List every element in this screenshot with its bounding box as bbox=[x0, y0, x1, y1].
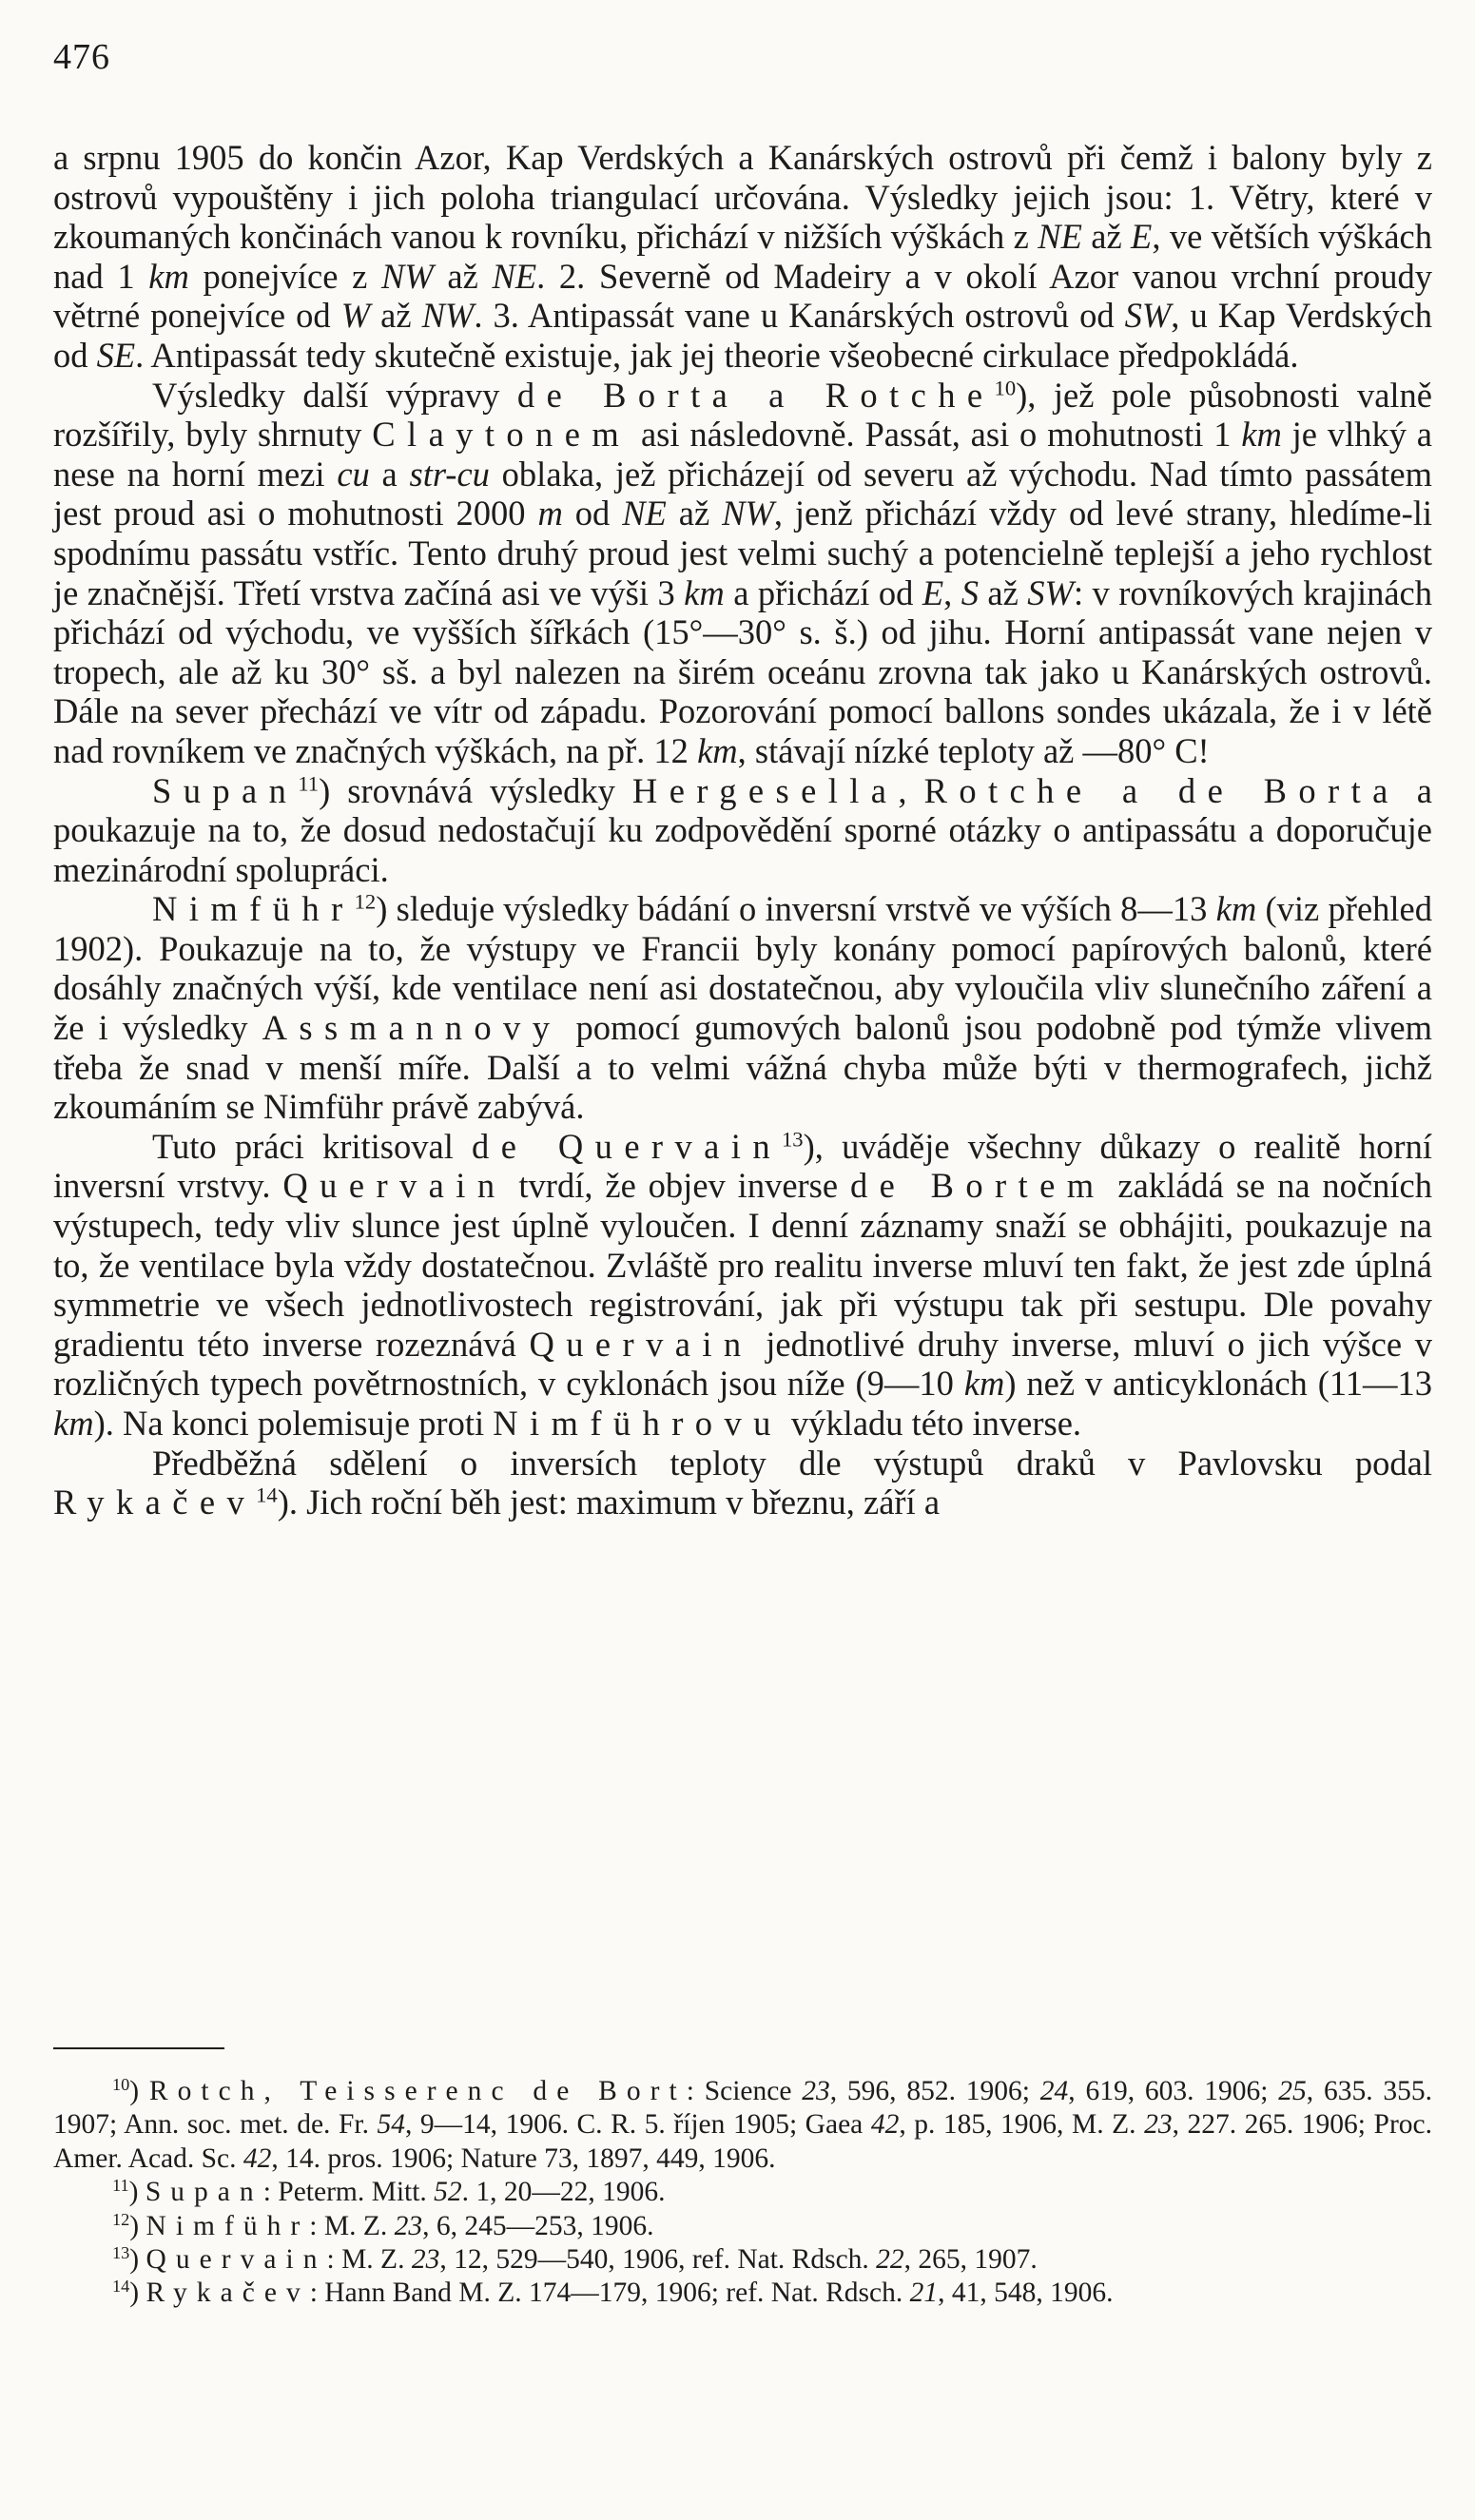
text-run: , 6, 245—253, 1906. bbox=[422, 2210, 654, 2241]
italic-text: NE bbox=[1038, 217, 1082, 257]
spaced-name: Hergesella bbox=[631, 770, 899, 810]
paragraph bbox=[53, 138, 1432, 376]
spaced-name: Nimführ bbox=[146, 2210, 310, 2241]
paragraph bbox=[53, 1127, 1432, 1444]
italic-text: 21 bbox=[909, 2278, 939, 2309]
footnote bbox=[53, 2277, 1432, 2310]
text-run: až bbox=[1081, 217, 1132, 257]
italic-text: SW bbox=[1124, 296, 1172, 336]
italic-text: cu bbox=[337, 454, 370, 494]
text-run: a poukazuje na to, že dosud nedostačují ku zodpovědění sporné otázky o antipassátu a doporučuje mezinárodní spolupráci. bbox=[53, 770, 1432, 889]
text-run: oblaka, jež přicházejí od severu až východu. Nad tímto passátem jest proud asi o mohutnosti 2000 bbox=[53, 454, 1432, 533]
italic-text: 23 bbox=[411, 2244, 440, 2276]
spaced-name: de Bortem bbox=[849, 1166, 1106, 1206]
text-run: a přichází od bbox=[724, 572, 922, 612]
text-run: ) bbox=[129, 2210, 146, 2241]
footnote-ref: 12 bbox=[354, 889, 377, 914]
italic-text: 42 bbox=[870, 2109, 900, 2141]
text-run: , 41, 548, 1906. bbox=[938, 2278, 1114, 2309]
italic-text: km bbox=[1241, 415, 1282, 455]
italic-text: km bbox=[684, 572, 725, 612]
text-run: jednotlivé druhy inverse, mluví o jich výšce v rozličných typech povětrnostních, v cyklonách jsou níže (9—10 bbox=[53, 1324, 1432, 1404]
text-run: , stávají nízké teploty až —80° C! bbox=[737, 730, 1210, 770]
spaced-name: Rotch, Teisserenc de Bort bbox=[148, 2076, 687, 2106]
text-run: . Antipassát tedy skutečně existuje, jak jej theorie všeobecné cirkulace předpokládá. bbox=[135, 335, 1299, 375]
footnote-ref: 12 bbox=[112, 2209, 130, 2229]
text-run: a bbox=[369, 454, 410, 494]
spaced-name: Nimführ bbox=[152, 889, 355, 929]
text-run: ), jež pole působnosti valně rozšířily, byly shrnuty bbox=[53, 375, 1432, 455]
text-run: , u Kap Verdských od bbox=[53, 296, 1432, 375]
text-run: , bbox=[898, 770, 924, 810]
italic-text: 25 bbox=[1278, 2076, 1307, 2106]
text-run: , 227. 265. 1906; Proc. Amer. Acad. Sc. bbox=[53, 2109, 1432, 2174]
text-run: ) než v anticyklonách (11—13 bbox=[1004, 1364, 1432, 1404]
italic-text: km bbox=[1215, 889, 1257, 929]
text-run: , bbox=[943, 572, 961, 612]
italic-text: 23 bbox=[394, 2210, 423, 2241]
italic-text: S bbox=[961, 572, 979, 612]
italic-text: SW bbox=[1027, 572, 1074, 612]
footnote bbox=[53, 2210, 1432, 2243]
italic-text: 54 bbox=[377, 2109, 405, 2141]
text-run: až bbox=[370, 296, 422, 336]
italic-text: 23 bbox=[1144, 2109, 1173, 2141]
text-run: : M. Z. bbox=[309, 2210, 395, 2241]
text-run: ) bbox=[129, 2076, 149, 2106]
text-run: až bbox=[433, 256, 493, 296]
text-run: Tuto práci kritisoval bbox=[152, 1126, 473, 1166]
text-run: ) bbox=[128, 2177, 146, 2208]
italic-text: NW bbox=[722, 494, 774, 533]
italic-text: NW bbox=[421, 296, 475, 336]
text-run: . 3. Antipassát vane u Kanárských ostrovů od bbox=[474, 296, 1125, 336]
spaced-name: Quervain bbox=[529, 1324, 753, 1364]
text-run: ). Na konci polemisuje proti bbox=[93, 1404, 494, 1443]
italic-text: km bbox=[148, 256, 189, 296]
text-run: Předběžná sdělení o inversích teploty dle výstupů draků v Pavlovsku podal bbox=[152, 1443, 1432, 1483]
footnote-ref: 14 bbox=[112, 2277, 130, 2297]
body-text bbox=[53, 138, 1432, 1522]
italic-text: 23 bbox=[802, 2076, 830, 2106]
spaced-name: Nimführovu bbox=[493, 1404, 783, 1443]
text-run: , p. 185, 1906, M. Z. bbox=[899, 2109, 1145, 2141]
text-run: , 9—14, 1906. C. R. 5. říjen 1905; Gaea bbox=[405, 2109, 871, 2141]
spaced-name: Assmannovy bbox=[262, 1008, 562, 1048]
text-run: , 596, 852. 1906; bbox=[829, 2076, 1040, 2106]
text-run: , ve větších výškách nad 1 bbox=[53, 217, 1432, 296]
paragraph bbox=[53, 889, 1432, 1127]
text-run: , 12, 529—540, 1906, ref. Nat. Rdsch. bbox=[439, 2244, 877, 2276]
text-run: až bbox=[666, 494, 723, 533]
text-run: (viz přehled 1902). Poukazuje na to, že výstupy ve Francii byly konány pomocí papírových balonů, které dosáhly značných výší, kde ventilace není asi dostatečnou, aby vyloučila vliv slunečního záření a že i výsledky bbox=[53, 889, 1432, 1048]
text-run: , 265, 1907. bbox=[903, 2244, 1038, 2276]
text-run: : Peterm. Mitt. bbox=[262, 2177, 435, 2208]
text-run: . 1, 20—22, 1906. bbox=[461, 2177, 666, 2208]
italic-text: 52 bbox=[434, 2177, 462, 2208]
paragraph bbox=[53, 771, 1432, 890]
footnote bbox=[53, 2243, 1432, 2277]
paragraph bbox=[53, 1444, 1432, 1522]
text-run: , jenž přichází vždy od levé strany, hledíme-li spodnímu passátu vstříc. Tento druhý proud jest velmi suchý a potencielně teplejší a jeho rychlost je značnější. Třetí vrstva začíná asi ve výši 3 bbox=[53, 494, 1433, 612]
text-run: až bbox=[978, 572, 1028, 612]
spaced-name: Quervain bbox=[282, 1166, 507, 1206]
footnote-ref: 11 bbox=[112, 2176, 129, 2196]
italic-text: NE bbox=[492, 256, 537, 296]
text-run: zakládá se na nočních výstupech, tedy vliv slunce jest úplně vyloučen. I denní záznamy snaží se obhájiti, poukazuje na to, že ventilace byla vždy dostatečnou. Zvláště pro realitu inverse mluví ten fakt, že jest zde úplná symmetrie ve všech jednotlivostech registrování, jak při výstupu tak při sestupu. Dle povahy gradientu této inverse rozeznává bbox=[53, 1166, 1432, 1364]
italic-text: m bbox=[537, 494, 563, 533]
italic-text: km bbox=[697, 730, 738, 770]
spaced-name: Quervain bbox=[146, 2244, 327, 2276]
spaced-name: Rotche a de Borta bbox=[923, 770, 1400, 810]
text-run: : Science bbox=[686, 2076, 803, 2106]
text-run: , 14. pros. 1906; Nature 73, 1897, 449, 1906. bbox=[271, 2142, 776, 2174]
text-run: : Hann Band M. Z. 174—179, 1906; ref. Nat. Rdsch. bbox=[309, 2278, 910, 2309]
italic-text: SE bbox=[96, 335, 136, 375]
italic-text: km bbox=[963, 1364, 1005, 1404]
footnote-ref: 11 bbox=[298, 771, 320, 796]
text-run: je vlhký a nese na horní mezi bbox=[53, 415, 1432, 494]
text-run: : M. Z. bbox=[326, 2244, 412, 2276]
spaced-name: Claytonem bbox=[372, 415, 631, 455]
footnotes bbox=[53, 2075, 1432, 2311]
page-number: 476 bbox=[53, 37, 110, 77]
text-run: ) sleduje výsledky bádání o inversní vrstvě ve výších 8—13 bbox=[376, 889, 1216, 929]
text-run: ponejvíce z bbox=[188, 256, 381, 296]
spaced-name: de Quervain bbox=[472, 1126, 782, 1166]
paragraph bbox=[53, 376, 1432, 771]
italic-text: NW bbox=[380, 256, 434, 296]
text-run: ). Jich roční běh jest: maximum v březnu, září a bbox=[277, 1483, 941, 1522]
italic-text: 24 bbox=[1039, 2076, 1069, 2106]
text-run: tvrdí, že objev inverse bbox=[506, 1166, 850, 1206]
text-run: ), uváděje všechny důkazy o realitě horní inversní vrstvy. bbox=[53, 1126, 1432, 1206]
spaced-name: Supan bbox=[152, 770, 299, 810]
text-run: ) srovnává výsledky bbox=[319, 770, 632, 810]
text-run: , 619, 603. 1906; bbox=[1068, 2076, 1279, 2106]
italic-text: E bbox=[922, 572, 944, 612]
text-run: od bbox=[562, 494, 623, 533]
text-run: ) bbox=[129, 2278, 146, 2309]
text-run: ) bbox=[129, 2244, 146, 2276]
text-run: : v rovníkových krajinách přichází od východu, ve vyšších šířkách (15°—30° s. š.) od jihu. Horní antipassát vane nejen v tropech, ale až ku 30° sš. a byl nalezen na širém oceánu zrovna tak jako u Kanárských ostrovů. Dále na sever přechází ve vítr od západu. Pozorování pomocí ballons sondes ukázala, že i v létě nad rovníkem ve značných výškách, na př. 12 bbox=[53, 572, 1433, 770]
italic-text: 22 bbox=[876, 2244, 904, 2276]
spaced-name: Supan bbox=[145, 2177, 263, 2208]
footnote-ref: 13 bbox=[781, 1127, 804, 1152]
spaced-name: Rykačev bbox=[146, 2278, 310, 2309]
italic-text: 42 bbox=[243, 2142, 272, 2174]
text-run: . 2. Severně od Madeiry a v okolí Azor vanou vrchní proudy větrné ponejvíce od bbox=[53, 256, 1432, 336]
text-run: a srpnu 1905 do končin Azor, Kap Verdských a Kanárských ostrovů při čemž i balony byly z ostrovů vypouštěny i jich poloha triangulací určována. Výsledky jejich jsou: 1. Větry, které v zkoumaných končinách vanou k rovníku, přichází v nižších výškách z bbox=[53, 138, 1432, 257]
spaced-name: Rykačev bbox=[53, 1483, 257, 1522]
text-run: asi následovně. Passát, asi o mohutnosti 1 bbox=[631, 415, 1242, 455]
footnote-ref: 14 bbox=[256, 1483, 278, 1507]
text-run: výkladu této inverse. bbox=[782, 1404, 1082, 1443]
text-run: pomocí gumových balonů jsou podobně pod týmže vlivem třeba že snad v menší míře. Další a to velmi vážná chyba může býti v thermografech, jichž zkoumáním se Nimführ právě zabývá. bbox=[53, 1008, 1432, 1127]
italic-text: km bbox=[53, 1404, 94, 1443]
italic-text: NE bbox=[622, 494, 667, 533]
italic-text: str-cu bbox=[409, 454, 490, 494]
text-run: , 635. 355. 1907; Ann. soc. met. de. Fr. bbox=[53, 2076, 1432, 2141]
footnote-divider bbox=[53, 2047, 224, 2049]
italic-text: W bbox=[340, 296, 371, 336]
footnote bbox=[53, 2176, 1432, 2209]
footnote-ref: 10 bbox=[994, 376, 1017, 400]
footnote-ref: 13 bbox=[112, 2242, 130, 2262]
spaced-name: de Borta a Rotche bbox=[516, 375, 995, 415]
footnote bbox=[53, 2075, 1432, 2176]
italic-text: E bbox=[1131, 217, 1153, 257]
text-run: Výsledky další výpravy bbox=[152, 375, 517, 415]
footnote-ref: 10 bbox=[112, 2074, 130, 2094]
